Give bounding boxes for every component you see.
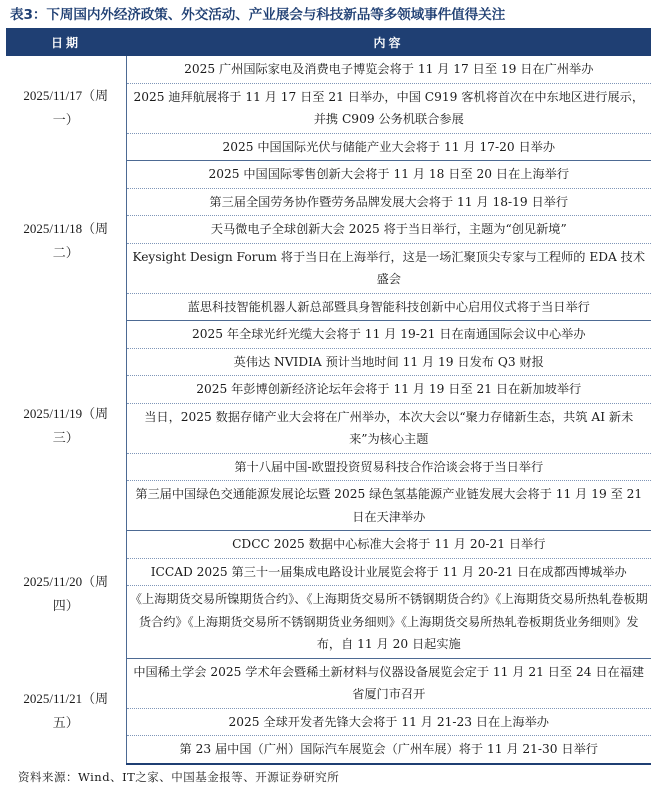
event-cell: 2025 迪拜航展将于 11 月 17 日至 21 日举办，中国 C919 客机将首次在中东地区进行展示，并携 C909 公务机联合参展 [126, 83, 651, 133]
table-row [6, 321, 651, 349]
events-body [6, 56, 651, 764]
header-row [6, 28, 651, 56]
event-cell: 英伟达 NVIDIA 预计当地时间 11 月 19 日发布 Q3 财报 [126, 348, 651, 376]
event-cell: Keysight Design Forum 将于当日在上海举行，这是一场汇聚顶尖专家与工程师的 EDA 技术盛会 [126, 243, 651, 293]
table-row [6, 56, 651, 83]
event-cell: 2025 中国国际零售创新大会将于 11 月 18 日至 20 日在上海举行 [126, 161, 651, 189]
date-cell: 2025/11/17（周一） [6, 56, 126, 161]
event-cell: 中国稀土学会 2025 学术年会暨稀土新材料与仪器设备展览会定于 11 月 21 日至 24 日在福建省厦门市召开 [126, 658, 651, 708]
report-table-figure [6, 0, 651, 786]
event-cell: 第 23 届中国（广州）国际汽车展览会（广州车展）将于 11 月 21-30 日举行 [126, 736, 651, 764]
event-cell: 蓝思科技智能机器人新总部暨具身智能科技创新中心启用仪式将于当日举行 [126, 293, 651, 321]
date-cell: 2025/11/20（周四） [6, 531, 126, 659]
event-cell: 2025 年全球光纤光缆大会将于 11 月 19-21 日在南通国际会议中心举办 [126, 321, 651, 349]
table-row [6, 161, 651, 189]
source-note: 资料来源：Wind、IT之家、中国基金报等、开源证券研究所 [18, 769, 340, 784]
event-cell: CDCC 2025 数据中心标准大会将于 11 月 20-21 日举行 [126, 531, 651, 559]
table-title: 表3：下周国内外经济政策、外交活动、产业展会与科技新品等多领域事件值得关注 [10, 7, 506, 23]
date-cell: 2025/11/18（周二） [6, 161, 126, 321]
table-row [6, 531, 651, 559]
event-cell: 2025 广州国际家电及消费电子博览会将于 11 月 17 日至 19 日在广州举办 [126, 56, 651, 83]
event-cell: 2025 年彭博创新经济论坛年会将于 11 月 19 日至 21 日在新加坡举行 [126, 376, 651, 404]
event-cell: 当日，2025 数据存储产业大会将在广州举办，本次大会以“聚力存储新生态，共筑 AI 新未来”为核心主题 [126, 403, 651, 453]
event-cell: 第三届中国绿色交通能源发展论坛暨 2025 绿色氢基能源产业链发展大会将于 11 月 19 至 21 日在天津举办 [126, 481, 651, 531]
event-cell: ICCAD 2025 第三十一届集成电路设计业展览会将于 11 月 20-21 日在成都西博城举办 [126, 558, 651, 586]
table-row [6, 658, 651, 708]
event-cell: 2025 中国国际光伏与储能产业大会将于 11 月 17-20 日举办 [126, 133, 651, 161]
events-table [6, 28, 651, 765]
date-cell: 2025/11/19（周三） [6, 321, 126, 531]
event-cell: 第三届全国劳务协作暨劳务品牌发展大会将于 11 月 18-19 日举行 [126, 188, 651, 216]
event-cell: 《上海期货交易所镍期货合约》、《上海期货交易所不锈钢期货合约》《上海期货交易所热轧卷板期货合约》《上海期货交易所不锈钢期货业务细则》《上海期货交易所热轧卷板期货业务细则》发布，自 11 月 20 日起实施 [126, 586, 651, 659]
header-date: 日期 [6, 28, 126, 56]
event-cell: 天马微电子全球创新大会 2025 将于当日举行，主题为“创见新境” [126, 216, 651, 244]
date-cell: 2025/11/21（周五） [6, 658, 126, 764]
event-cell: 2025 全球开发者先锋大会将于 11 月 21-23 日在上海举办 [126, 708, 651, 736]
event-cell: 第十八届中国-欧盟投资贸易科技合作洽谈会将于当日举行 [126, 453, 651, 481]
header-content: 内容 [126, 28, 651, 56]
